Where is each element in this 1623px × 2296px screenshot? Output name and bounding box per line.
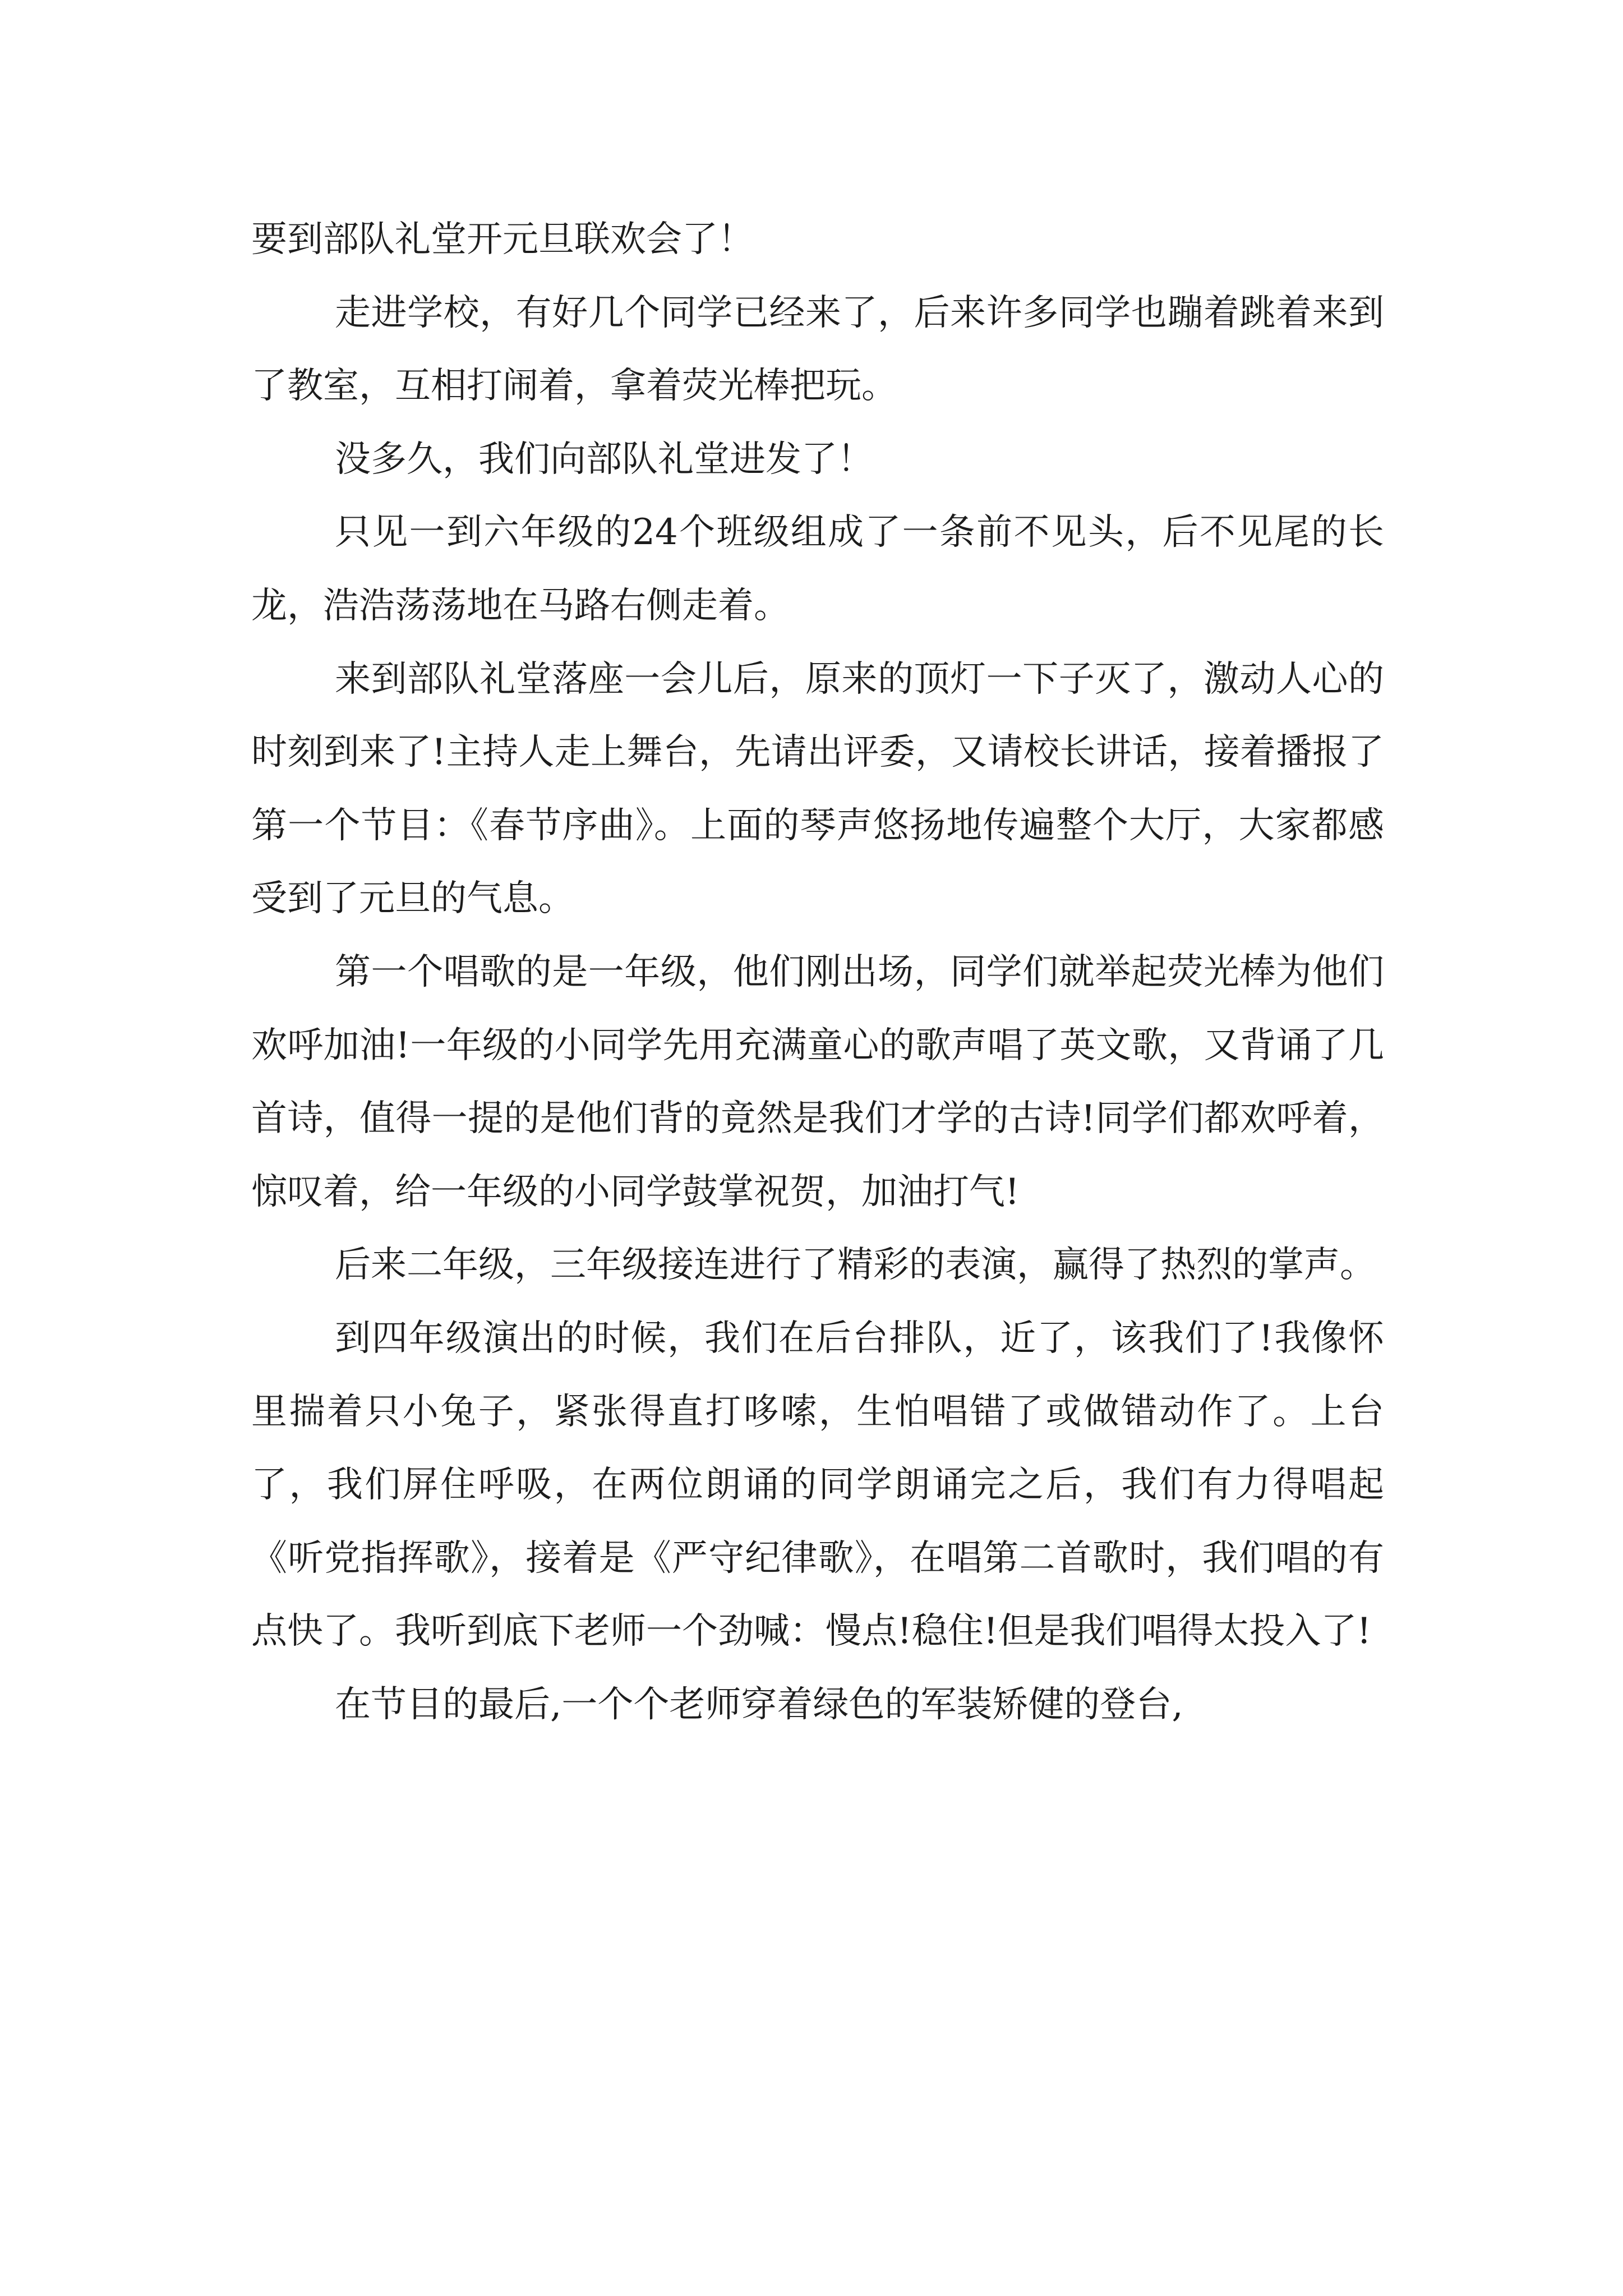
paragraph: 第一个唱歌的是一年级，他们刚出场，同学们就举起荧光棒为他们欢呼加油!一年级的小同学先用充满童心的歌声唱了英文歌，又背诵了几首诗，值得一提的是他们背的竟然是我们才学的古诗!同学们都欢呼着，惊叹着，给一年级的小同学鼓掌祝贺，加油打气! [251, 951, 1384, 1213]
paragraph: 后来二年级，三年级接连进行了精彩的表演，赢得了热烈的掌声。 [335, 1244, 1376, 1286]
paragraph: 没多久，我们向部队礼堂进发了！ [335, 438, 873, 480]
document-body [251, 203, 1384, 1741]
paragraph: 走进学校，有好几个同学已经来了，后来许多同学也蹦着跳着来到了教室，互相打闹着，拿着荧光棒把玩。 [251, 292, 1384, 407]
paragraph: 只见一到六年级的24个班级组成了一条前不见头，后不见尾的长龙，浩浩荡荡地在马路右侧走着。 [251, 512, 1384, 627]
paragraph: 要到部队礼堂开元旦联欢会了！ [251, 219, 754, 260]
paragraph: 在节目的最后,一个个老师穿着绿色的军装矫健的登台, [335, 1683, 1183, 1726]
paragraph: 来到部队礼堂落座一会儿后，原来的顶灯一下子灭了，激动人心的时刻到来了!主持人走上舞台，先请出评委，又请校长讲话，接着播报了第一个节目：《春节序曲》。上面的琴声悠扬地传遍整个大厅，大家都感受到了元旦的气息。 [251, 658, 1384, 920]
paragraph: 到四年级演出的时候，我们在后台排队，近了，该我们了!我像怀里揣着只小兔子，紧张得直打哆嗦，生怕唱错了或做错动作了。上台了，我们屏住呼吸，在两位朗诵的同学朗诵完之后，我们有力得唱起《听党指挥歌》，接着是《严守纪律歌》，在唱第二首歌时，我们唱的有点快了。我听到底下老师一个劲喊：慢点!稳住!但是我们唱得太投入了! [251, 1317, 1384, 1653]
